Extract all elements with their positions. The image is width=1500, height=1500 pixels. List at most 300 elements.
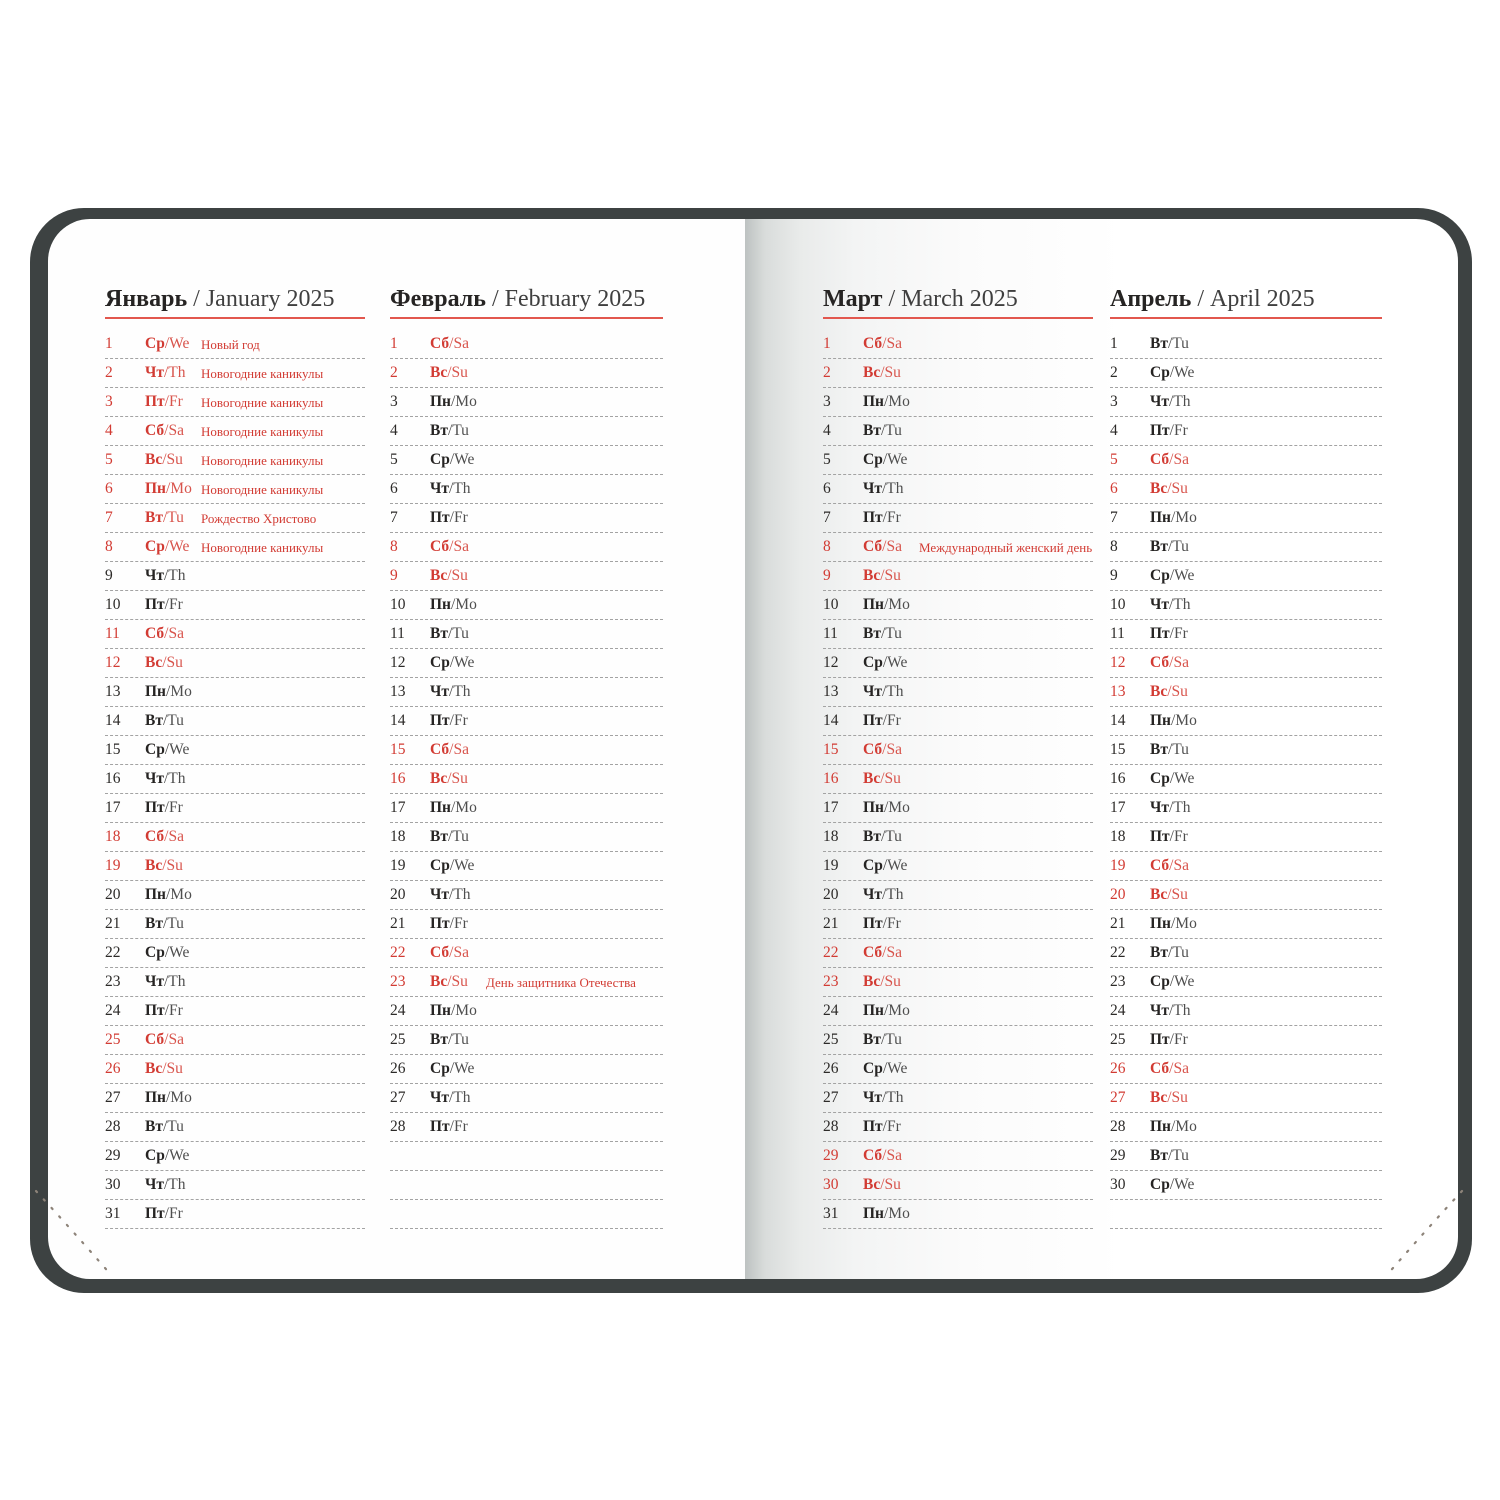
day-row-12 [823, 649, 1093, 678]
day-number: 6 [105, 480, 113, 497]
day-number: 18 [390, 828, 406, 845]
day-number: 17 [390, 799, 406, 816]
day-number: 4 [823, 422, 831, 439]
day-row-27 [390, 1084, 663, 1113]
day-row-18 [1110, 823, 1382, 852]
day-of-week: Вс/Su [145, 857, 183, 874]
day-number: 10 [105, 596, 121, 613]
day-number: 4 [1110, 422, 1118, 439]
day-row-4 [390, 417, 663, 446]
day-row-4 [823, 417, 1093, 446]
day-of-week: Вс/Su [863, 973, 901, 990]
day-of-week: Пт/Fr [145, 596, 183, 613]
day-of-week: Пт/Fr [863, 509, 901, 526]
day-of-week: Чт/Th [1150, 799, 1191, 816]
day-of-week: Чт/Th [863, 480, 904, 497]
title-separator: / [193, 286, 200, 312]
day-number: 28 [390, 1118, 406, 1135]
title-separator: / [491, 286, 499, 312]
day-of-week: Чт/Th [863, 683, 904, 700]
day-row-17 [1110, 794, 1382, 823]
day-number: 10 [1110, 596, 1126, 613]
day-number: 14 [390, 712, 406, 729]
day-row-24 [105, 997, 365, 1026]
day-row-6 [390, 475, 663, 504]
day-of-week: Пт/Fr [863, 915, 901, 932]
day-number: 13 [823, 683, 839, 700]
holiday-label: Новогодние каникулы [201, 453, 324, 468]
day-row-26 [390, 1055, 663, 1084]
day-of-week: Пт/Fr [863, 712, 901, 729]
day-of-week: Вт/Tu [863, 422, 902, 439]
day-of-week: Пт/Fr [430, 1118, 468, 1135]
day-of-week: Ср/We [1150, 1176, 1195, 1193]
day-of-week: Сб/Sa [145, 1031, 184, 1048]
day-of-week: Вс/Su [863, 364, 901, 381]
day-row-5 [823, 446, 1093, 475]
day-row-7 [105, 504, 365, 533]
day-number: 16 [105, 770, 121, 787]
day-of-week: Ср/We [863, 857, 908, 874]
day-of-week: Ср/We [145, 944, 190, 961]
day-number: 8 [1110, 538, 1118, 555]
day-row-14 [390, 707, 663, 736]
month-name-en: February 2025 [504, 286, 646, 312]
day-of-week: Сб/Sa [145, 828, 184, 845]
day-of-week: Пт/Fr [1150, 1031, 1188, 1048]
day-number: 3 [823, 393, 831, 410]
holiday-label: Новогодние каникулы [201, 366, 324, 381]
day-row-22 [1110, 939, 1382, 968]
day-row-29 [105, 1142, 365, 1171]
holiday-label: Рождество Христово [201, 511, 317, 526]
day-of-week: Пт/Fr [1150, 828, 1188, 845]
day-row-21 [105, 910, 365, 939]
day-number: 25 [390, 1031, 406, 1048]
day-row-19 [390, 852, 663, 881]
day-number: 19 [105, 857, 121, 874]
month-name-ru: Март [823, 286, 883, 312]
day-row-12 [1110, 649, 1382, 678]
day-of-week: Вт/Tu [1150, 538, 1189, 555]
day-of-week: Вс/Su [1150, 1089, 1188, 1106]
day-number: 9 [390, 567, 398, 584]
day-number: 26 [390, 1060, 406, 1077]
day-row-16 [105, 765, 365, 794]
day-of-week: Пн/Mo [145, 480, 192, 497]
holiday-label: Новогодние каникулы [201, 424, 324, 439]
day-of-week: Пт/Fr [145, 799, 183, 816]
day-row-26 [105, 1055, 365, 1084]
day-row-25 [823, 1026, 1093, 1055]
day-number: 20 [823, 886, 839, 903]
day-number: 30 [1110, 1176, 1126, 1193]
day-number: 22 [1110, 944, 1126, 961]
day-rows [105, 330, 365, 1229]
day-number: 5 [1110, 451, 1118, 468]
day-number: 15 [1110, 741, 1126, 758]
day-of-week: Пн/Mo [863, 799, 910, 816]
day-of-week: Ср/We [1150, 364, 1195, 381]
day-number: 23 [823, 973, 839, 990]
day-of-week: Вс/Su [863, 1176, 901, 1193]
day-of-week: Сб/Sa [1150, 654, 1189, 671]
day-number: 1 [823, 335, 831, 352]
day-of-week: Вт/Tu [430, 828, 469, 845]
day-of-week: Пн/Mo [430, 393, 477, 410]
month-name-en: March 2025 [901, 286, 1018, 312]
day-row-15 [1110, 736, 1382, 765]
day-of-week: Сб/Sa [1150, 451, 1189, 468]
day-row-28 [105, 1113, 365, 1142]
title-underline [390, 317, 663, 319]
month-title [1110, 284, 1382, 314]
day-row-17 [823, 794, 1093, 823]
day-of-week: Сб/Sa [145, 625, 184, 642]
day-number: 5 [105, 451, 113, 468]
day-of-week: Чт/Th [430, 886, 471, 903]
day-row-1 [390, 330, 663, 359]
title-underline [1110, 317, 1382, 319]
day-of-week: Пт/Fr [430, 712, 468, 729]
day-of-week: Чт/Th [145, 364, 186, 381]
day-number: 21 [105, 915, 121, 932]
day-number: 23 [105, 973, 121, 990]
day-of-week: Чт/Th [863, 886, 904, 903]
day-number: 5 [823, 451, 831, 468]
day-number: 24 [390, 1002, 406, 1019]
day-of-week: Вт/Tu [145, 509, 184, 526]
day-row-17 [105, 794, 365, 823]
day-of-week: Вт/Tu [863, 828, 902, 845]
day-row-10 [823, 591, 1093, 620]
day-row-7 [390, 504, 663, 533]
day-number: 13 [105, 683, 121, 700]
day-of-week: Вт/Tu [1150, 1147, 1189, 1164]
day-number: 10 [390, 596, 406, 613]
day-of-week: Пт/Fr [1150, 625, 1188, 642]
day-of-week: Вс/Su [1150, 886, 1188, 903]
day-row-23 [390, 968, 663, 997]
day-row-24 [1110, 997, 1382, 1026]
day-of-week: Ср/We [430, 1060, 475, 1077]
month-name-en: January 2025 [205, 286, 335, 312]
day-of-week: Чт/Th [863, 1089, 904, 1106]
day-of-week: Чт/Th [1150, 596, 1191, 613]
day-number: 23 [390, 973, 406, 990]
day-of-week: Вт/Tu [145, 712, 184, 729]
day-of-week: Сб/Sa [863, 335, 902, 352]
day-number: 15 [105, 741, 121, 758]
day-row-22 [105, 939, 365, 968]
day-row-4 [105, 417, 365, 446]
day-of-week: Пн/Mo [145, 1089, 192, 1106]
day-number: 18 [823, 828, 839, 845]
day-number: 6 [390, 480, 398, 497]
day-number: 1 [105, 335, 113, 352]
holiday-label: Новогодние каникулы [201, 395, 324, 410]
day-of-week: Пт/Fr [1150, 422, 1188, 439]
day-of-week: Вт/Tu [1150, 944, 1189, 961]
day-row-24 [823, 997, 1093, 1026]
day-row-3 [1110, 388, 1382, 417]
day-of-week: Сб/Sa [430, 944, 469, 961]
day-of-week: Пн/Mo [430, 799, 477, 816]
day-row-11 [823, 620, 1093, 649]
day-number: 26 [105, 1060, 121, 1077]
day-number: 31 [823, 1205, 839, 1222]
day-row-14 [105, 707, 365, 736]
day-number: 19 [390, 857, 406, 874]
day-row-23 [1110, 968, 1382, 997]
day-number: 14 [1110, 712, 1126, 729]
day-of-week: Вс/Su [1150, 480, 1188, 497]
month-name-en: April 2025 [1210, 286, 1315, 312]
day-of-week: Вт/Tu [863, 625, 902, 642]
day-row-27 [1110, 1084, 1382, 1113]
day-of-week: Чт/Th [145, 1176, 186, 1193]
day-of-week: Сб/Sa [430, 335, 469, 352]
month-name-ru: Апрель [1110, 286, 1192, 312]
day-of-week: Пн/Mo [430, 596, 477, 613]
blank-row [390, 1171, 663, 1200]
day-number: 4 [390, 422, 398, 439]
day-of-week: Пн/Mo [863, 1205, 910, 1222]
day-of-week: Ср/We [1150, 567, 1195, 584]
day-number: 25 [1110, 1031, 1126, 1048]
day-number: 2 [823, 364, 831, 381]
day-of-week: Пн/Mo [1150, 1118, 1197, 1135]
day-row-2 [105, 359, 365, 388]
day-of-week: Чт/Th [430, 480, 471, 497]
day-number: 25 [105, 1031, 121, 1048]
day-number: 29 [1110, 1147, 1126, 1164]
day-number: 17 [105, 799, 121, 816]
day-of-week: Ср/We [1150, 770, 1195, 787]
day-of-week: Сб/Sa [1150, 1060, 1189, 1077]
day-number: 19 [1110, 857, 1126, 874]
month-name-ru: Февраль [390, 286, 486, 312]
day-number: 29 [823, 1147, 839, 1164]
day-row-29 [1110, 1142, 1382, 1171]
day-number: 27 [823, 1089, 839, 1106]
day-row-22 [823, 939, 1093, 968]
month-title [105, 284, 365, 314]
day-rows [390, 330, 663, 1229]
holiday-label: Новый год [201, 337, 260, 352]
day-number: 24 [1110, 1002, 1126, 1019]
day-of-week: Вт/Tu [145, 915, 184, 932]
day-of-week: Ср/We [863, 654, 908, 671]
day-of-week: Пн/Mo [863, 596, 910, 613]
day-of-week: Пт/Fr [145, 1205, 183, 1222]
day-row-10 [105, 591, 365, 620]
day-of-week: Вс/Su [430, 567, 468, 584]
day-row-10 [390, 591, 663, 620]
day-row-7 [1110, 504, 1382, 533]
day-row-21 [1110, 910, 1382, 939]
day-row-19 [1110, 852, 1382, 881]
day-of-week: Вт/Tu [430, 1031, 469, 1048]
day-row-14 [1110, 707, 1382, 736]
day-number: 27 [390, 1089, 406, 1106]
day-row-9 [1110, 562, 1382, 591]
day-row-20 [390, 881, 663, 910]
day-row-3 [390, 388, 663, 417]
day-row-6 [823, 475, 1093, 504]
day-of-week: Пн/Mo [863, 393, 910, 410]
day-row-10 [1110, 591, 1382, 620]
day-of-week: Вс/Su [145, 1060, 183, 1077]
day-of-week: Пн/Mo [863, 1002, 910, 1019]
day-number: 2 [1110, 364, 1118, 381]
month-column-february [390, 284, 663, 1229]
day-number: 12 [390, 654, 406, 671]
day-of-week: Вт/Tu [863, 1031, 902, 1048]
day-number: 17 [1110, 799, 1126, 816]
day-row-16 [1110, 765, 1382, 794]
day-row-6 [105, 475, 365, 504]
day-row-3 [105, 388, 365, 417]
day-number: 13 [1110, 683, 1126, 700]
day-number: 7 [823, 509, 831, 526]
day-number: 14 [105, 712, 121, 729]
day-row-30 [823, 1171, 1093, 1200]
day-row-3 [823, 388, 1093, 417]
day-of-week: Ср/We [863, 1060, 908, 1077]
day-number: 11 [390, 625, 405, 642]
day-number: 8 [823, 538, 831, 555]
day-number: 26 [823, 1060, 839, 1077]
day-of-week: Пн/Mo [1150, 712, 1197, 729]
day-row-26 [823, 1055, 1093, 1084]
title-underline [823, 317, 1093, 319]
day-row-21 [823, 910, 1093, 939]
day-row-9 [823, 562, 1093, 591]
day-of-week: Пн/Mo [430, 1002, 477, 1019]
day-of-week: Ср/We [145, 1147, 190, 1164]
day-of-week: Ср/We [430, 857, 475, 874]
day-number: 30 [105, 1176, 121, 1193]
day-number: 25 [823, 1031, 839, 1048]
day-of-week: Чт/Th [1150, 1002, 1191, 1019]
day-number: 6 [1110, 480, 1118, 497]
blank-row [1110, 1200, 1382, 1229]
day-row-23 [105, 968, 365, 997]
day-number: 12 [105, 654, 121, 671]
day-of-week: Сб/Sa [863, 944, 902, 961]
day-number: 16 [1110, 770, 1126, 787]
day-number: 15 [823, 741, 839, 758]
day-of-week: Сб/Sa [863, 741, 902, 758]
day-row-11 [1110, 620, 1382, 649]
day-row-30 [105, 1171, 365, 1200]
day-of-week: Сб/Sa [145, 422, 184, 439]
day-row-25 [390, 1026, 663, 1055]
day-row-9 [105, 562, 365, 591]
day-row-5 [390, 446, 663, 475]
day-row-31 [823, 1200, 1093, 1229]
day-row-12 [105, 649, 365, 678]
day-number: 30 [823, 1176, 839, 1193]
day-number: 28 [1110, 1118, 1126, 1135]
day-number: 27 [1110, 1089, 1126, 1106]
day-row-5 [105, 446, 365, 475]
day-number: 7 [390, 509, 398, 526]
day-of-week: Сб/Sa [430, 741, 469, 758]
day-number: 14 [823, 712, 839, 729]
day-number: 12 [823, 654, 839, 671]
day-row-24 [390, 997, 663, 1026]
day-number: 5 [390, 451, 398, 468]
day-number: 11 [823, 625, 838, 642]
day-of-week: Вт/Tu [430, 625, 469, 642]
day-of-week: Ср/We [430, 451, 475, 468]
day-row-28 [390, 1113, 663, 1142]
day-of-week: Пн/Mo [145, 683, 192, 700]
day-row-30 [1110, 1171, 1382, 1200]
day-of-week: Пн/Mo [145, 886, 192, 903]
day-number: 2 [105, 364, 113, 381]
day-of-week: Вс/Su [430, 364, 468, 381]
day-of-week: Пт/Fr [863, 1118, 901, 1135]
day-of-week: Сб/Sa [1150, 857, 1189, 874]
day-row-2 [823, 359, 1093, 388]
day-of-week: Ср/We [145, 538, 190, 555]
day-row-17 [390, 794, 663, 823]
day-row-22 [390, 939, 663, 968]
day-number: 9 [1110, 567, 1118, 584]
day-number: 21 [390, 915, 406, 932]
day-row-26 [1110, 1055, 1382, 1084]
day-number: 17 [823, 799, 839, 816]
day-of-week: Вс/Su [863, 567, 901, 584]
day-number: 3 [105, 393, 113, 410]
day-rows [1110, 330, 1382, 1229]
day-row-9 [390, 562, 663, 591]
month-title [823, 284, 1093, 314]
blank-row [390, 1142, 663, 1171]
day-row-8 [823, 533, 1093, 562]
day-row-25 [1110, 1026, 1382, 1055]
day-of-week: Вс/Su [430, 973, 468, 990]
day-of-week: Чт/Th [145, 973, 186, 990]
day-number: 28 [105, 1118, 121, 1135]
day-number: 10 [823, 596, 839, 613]
day-row-15 [390, 736, 663, 765]
day-number: 7 [105, 509, 113, 526]
month-column-april [1110, 284, 1382, 1229]
day-row-16 [823, 765, 1093, 794]
day-number: 22 [105, 944, 121, 961]
day-number: 11 [1110, 625, 1125, 642]
title-separator: / [888, 286, 896, 312]
day-number: 9 [823, 567, 831, 584]
day-row-20 [823, 881, 1093, 910]
day-row-13 [105, 678, 365, 707]
day-row-31 [105, 1200, 365, 1229]
day-of-week: Чт/Th [430, 1089, 471, 1106]
day-row-8 [1110, 533, 1382, 562]
title-separator: / [1197, 286, 1204, 312]
day-row-1 [1110, 330, 1382, 359]
day-number: 26 [1110, 1060, 1126, 1077]
day-number: 8 [105, 538, 113, 555]
day-of-week: Чт/Th [145, 770, 186, 787]
day-row-1 [105, 330, 365, 359]
day-of-week: Вс/Su [1150, 683, 1188, 700]
day-number: 24 [105, 1002, 121, 1019]
